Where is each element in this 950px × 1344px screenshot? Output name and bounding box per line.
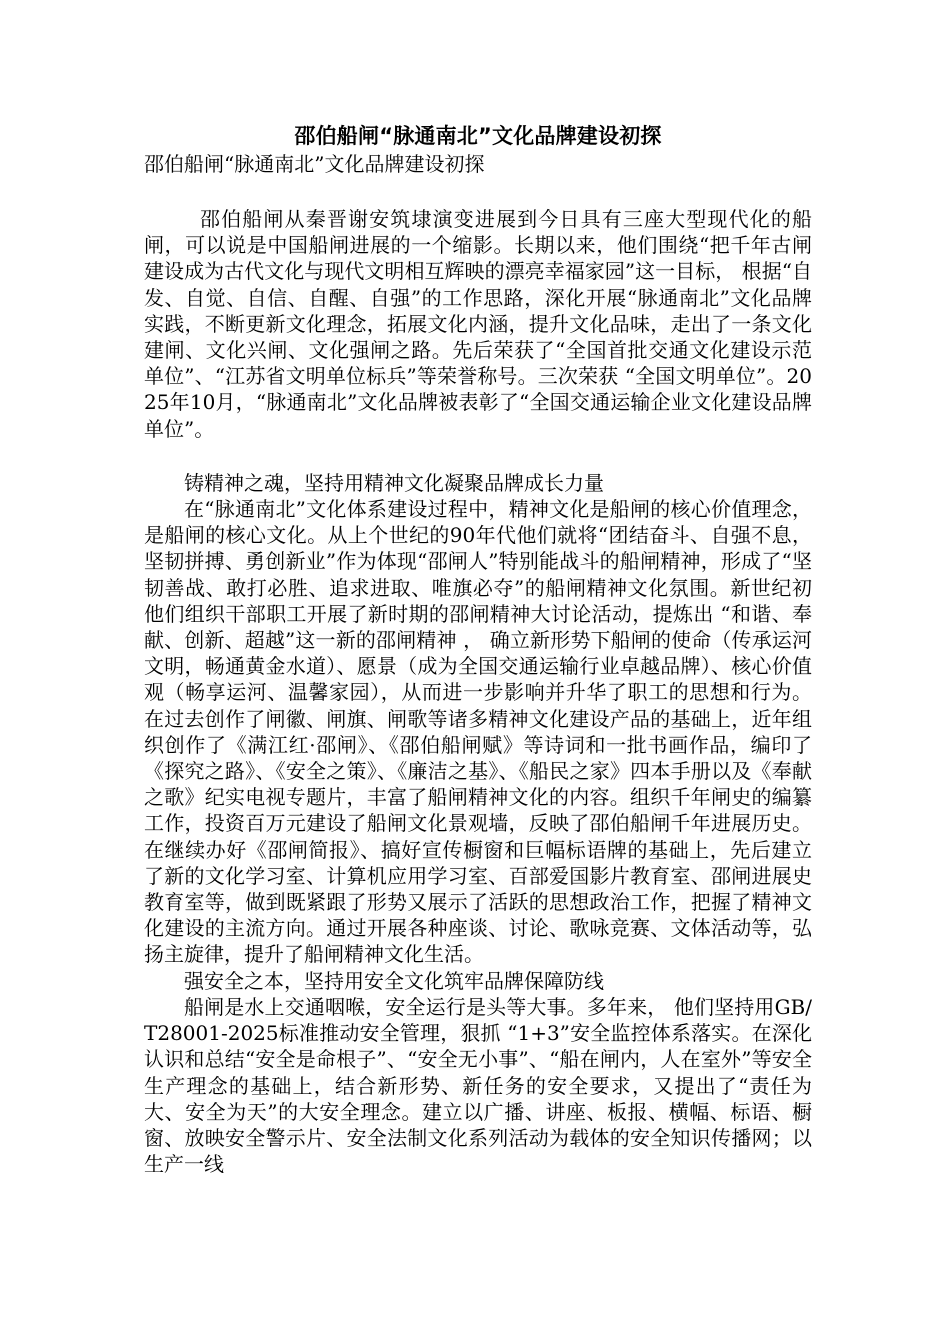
document-title: 邵伯船闸“脉通南北”文化品牌建设初探	[294, 124, 662, 148]
document-subtitle: 邵伯船闸“脉通南北”文化品牌建设初探	[144, 152, 485, 176]
section-body-safety: 船闸是水上交通咽喉，安全运行是头等大事。多年来， 他们坚持用GB/T28001-2025标准推动安全管理，狠抓 “1+3”安全监控体系落实。在深化认识和总结“安全是命根子”、“安全无小事”、“船在闸内，人在室外”等安全生产理念的基础上，结合新形势、新任务的安全要求，又提出了“责任为大、安全为天”的大安全理念。建立以广播、讲座、板报、横幅、标语、橱窗、放映安全警示片、安全法制文化系列活动为载体的安全知识传播网；以生产一线	[144, 994, 812, 1177]
blank-line	[144, 178, 812, 206]
document-page	[144, 122, 812, 1177]
section-heading-spirit: 铸精神之魂，坚持用精神文化凝聚品牌成长力量	[184, 470, 604, 495]
section-heading-safety: 强安全之本，坚持用安全文化筑牢品牌保障防线	[184, 968, 604, 993]
section-body-spirit: 在“脉通南北”文化体系建设过程中，精神文化是船闸的核心价值理念，是船闸的核心文化。从上个世纪的90年代他们就将“团结奋斗、自强不息，坚韧拼搏、勇创新业”作为体现“邵闸人”特别能战斗的船闸精神，形成了“坚韧善战、敢打必胜、追求进取、唯旗必夺”的船闸精神文化氛围。新世纪初他们组织干部职工开展了新时期的邵闸精神大讨论活动，提炼出 “和谐、奉献、创新、超越”这一新的邵闸精神 ， 确立新形势下船闸的使命（传承运河文明，畅通黄金水道）、愿景（成为全国交通运输行业卓越品牌）、核心价值观（畅享运河、温馨家园），从而进一步影响并升华了职工的思想和行为。在过去创作了闸徽、闸旗、闸歌等诸多精神文化建设产品的基础上，近年组织创作了《满江红·邵闸》、《邵伯船闸赋》等诗词和一批书画作品，编印了《探究之路》、《安全之策》、《廉洁之基》、《船民之家》四本手册以及《奉献之歌》纪实电视专题片，丰富了船闸精神文化的内容。组织千年闸史的编纂工作，投资百万元建设了船闸文化景观墙，反映了邵伯船闸千年进展历史。在继续办好《邵闸简报》、搞好宣传橱窗和巨幅标语牌的基础上，先后建立了新的文化学习室、计算机应用学习室、百部爱国影片教育室、邵闸进展史教育室等，做到既紧跟了形势又展示了活跃的思想政治工作，把握了精神文化建设的主流方向。通过开展各种座谈、讨论、歌咏竞赛、文体活动等，弘扬主旋律，提升了船闸精神文化生活。	[144, 497, 812, 967]
blank-line	[144, 442, 812, 470]
intro-paragraph: 邵伯船闸从秦晋谢安筑埭演变进展到今日具有三座大型现代化的船闸，可以说是中国船闸进展的一个缩影。长期以来，他们围绕“把千年古闸建设成为古代文化与现代文明相互辉映的漂亮幸福家园”这一目标， 根据“自发、自觉、自信、自醒、自强”的工作思路，深化开展“脉通南北”文化品牌实践，不断更新文化理念，拓展文化内涵，提升文化品味，走出了一条文化建闸、文化兴闸、文化强闸之路。先后荣获了“全国首批交通文化建设示范单位”、“江苏省文明单位标兵”等荣誉称号。三次荣获 “全国文明单位”。2025年10月，“脉通南北”文化品牌被表彰了“全国交通运输企业文化建设品牌单位”。	[144, 207, 812, 441]
